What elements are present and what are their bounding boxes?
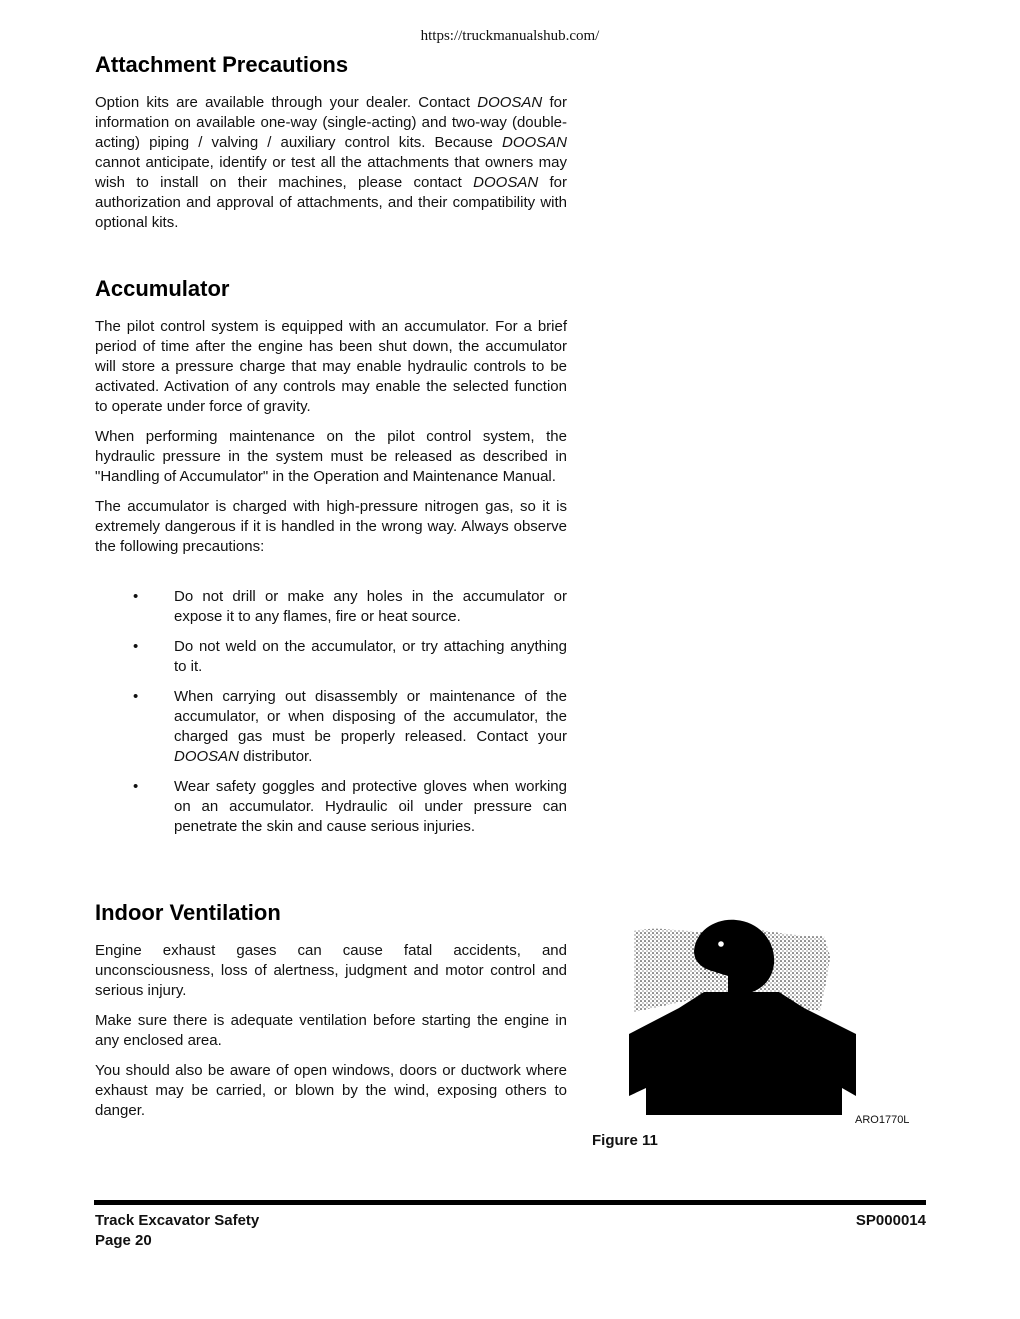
brand-name: DOOSAN	[501, 134, 567, 151]
list-item-text: When carrying out disassembly or maintenance of the accumulator, or when disposing of the accumulator, the charged gas must be properly released. Contact your DOOSAN distributor.	[174, 688, 567, 765]
exhaust-inhalation-hazard-icon	[624, 916, 864, 1120]
source-url: https://truckmanualshub.com/	[420, 28, 600, 44]
footer-left	[95, 1211, 259, 1251]
list-item-text: Do not weld on the accumulator, or try attaching anything to it.	[174, 638, 567, 675]
footer-section-title: Track Excavator Safety	[95, 1212, 260, 1229]
figure-caption: Figure 11	[592, 1132, 658, 1149]
accumulator-paragraph-1: The pilot control system is equipped with an accumulator. For a brief period of time after the engine has been shut down, the accumulator will store a pressure charge that may enable hydraulic controls to be activated. Activation of any controls may enable the selected function to operate under force of gravity.	[95, 318, 567, 415]
list-item	[133, 687, 567, 767]
list-item	[133, 587, 567, 627]
precaution-list	[133, 587, 567, 837]
bullet-icon: •	[133, 778, 139, 795]
footer-rule	[94, 1200, 926, 1205]
attachment-title: Attachment Precautions	[95, 52, 349, 77]
brand-name: DOOSAN	[473, 174, 539, 191]
bullet-icon: •	[133, 588, 139, 605]
document-id: SP000014	[855, 1212, 926, 1229]
list-item-text: Do not drill or make any holes in the accumulator or expose it to any flames, fire or heat source.	[174, 588, 567, 625]
ventilation-paragraph-2: Make sure there is adequate ventilation before starting the engine in any enclosed area.	[95, 1012, 567, 1049]
accumulator-title: Accumulator	[95, 276, 230, 301]
accumulator-paragraph-2: When performing maintenance on the pilot control system, the hydraulic pressure in the system must be released as described in "Handling of Accumulator" in the Operation and Maintenance Manual.	[95, 428, 567, 485]
figure-code: ARO1770L	[855, 1114, 910, 1126]
list-item-text: Wear safety goggles and protective gloves when working on an accumulator. Hydraulic oil under pressure can penetrate the skin and cause serious injuries.	[174, 778, 567, 835]
ventilation-title: Indoor Ventilation	[95, 900, 281, 925]
brand-name: DOOSAN	[174, 748, 240, 765]
brand-name: DOOSAN	[477, 94, 543, 111]
bullet-icon: •	[133, 688, 139, 705]
list-item	[133, 777, 567, 837]
accumulator-section	[95, 275, 567, 557]
attachment-section	[95, 51, 567, 233]
bullet-icon: •	[133, 638, 139, 655]
ventilation-section	[95, 899, 567, 1121]
accumulator-paragraph-3: The accumulator is charged with high-pressure nitrogen gas, so it is extremely dangerous if it is handled in the wrong way. Always observe the following precautions:	[95, 498, 567, 555]
list-item	[133, 637, 567, 677]
attachment-paragraph: Option kits are available through your dealer. Contact DOOSAN for information on available one-way (single-acting) and two-way (double-acting) piping / valving / auxiliary control kits. Because DOOSAN cannot anticipate, identify or test all the attachments that owners may wish to install on their machines, please contact DOOSAN for authorization and approval of attachments, and their compatibility with optional kits.	[95, 94, 567, 231]
page-number: Page 20	[95, 1232, 152, 1249]
ventilation-paragraph-1: Engine exhaust gases can cause fatal accidents, and unconsciousness, loss of alertness, judgment and motor control and serious injury.	[95, 942, 567, 999]
ventilation-paragraph-3: You should also be aware of open windows, doors or ductwork where exhaust may be carried, or blown by the wind, exposing others to danger.	[95, 1062, 567, 1119]
